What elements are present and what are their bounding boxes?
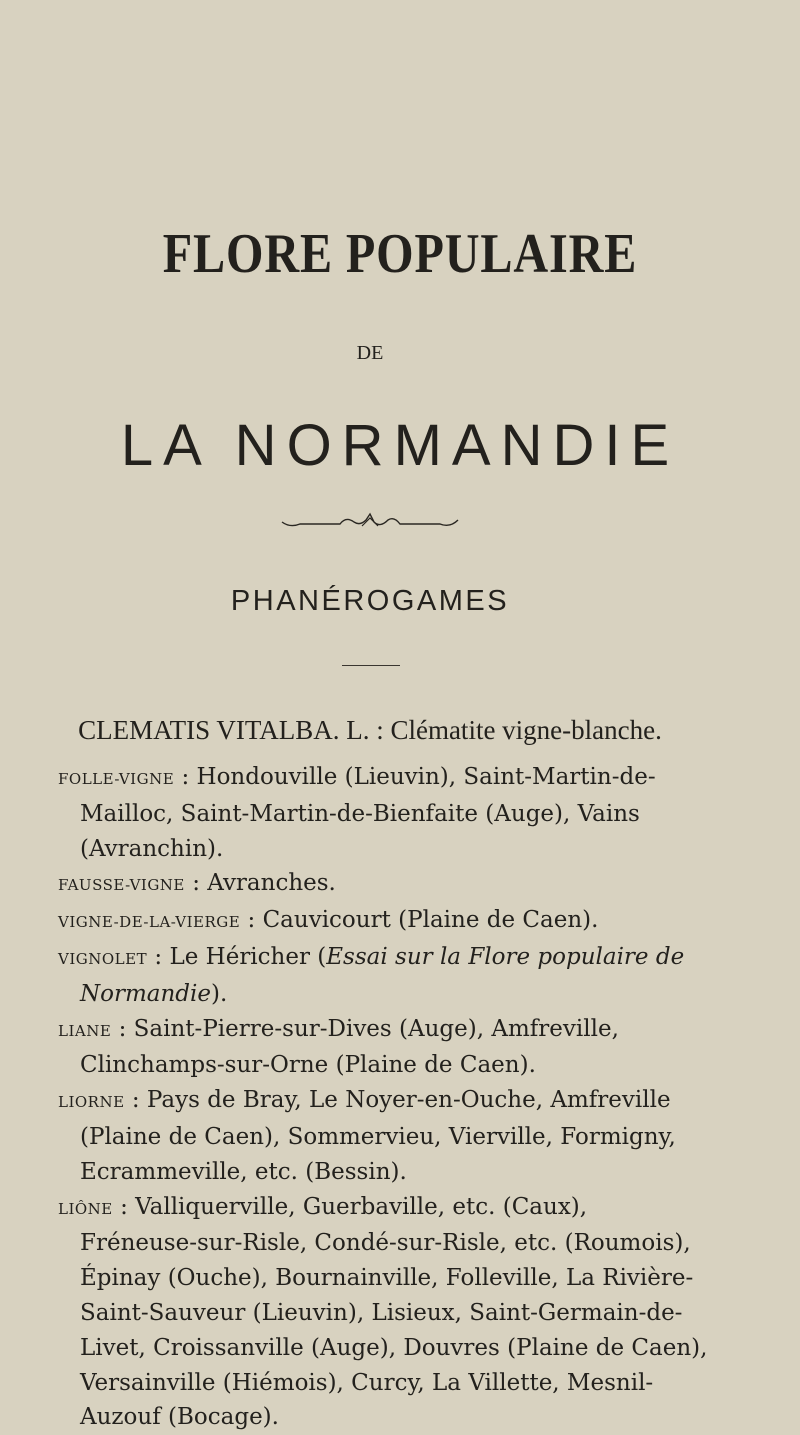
title-connector: DE — [356, 342, 384, 364]
list-item — [58, 866, 708, 903]
vernacular-name: LIANE — [58, 1021, 112, 1040]
entry-tail: ). — [211, 980, 228, 1007]
list-item — [58, 903, 708, 940]
entry-localities: : Pays de Bray, Le Noyer-en-Ouche, Amfreville (Plaine de Caen), Sommervieu, Vierville, Formigny, Ecrammeville, etc. (Bessin). — [80, 1087, 676, 1185]
entry-localities: : Avranches. — [184, 870, 336, 897]
list-item — [58, 1190, 708, 1435]
vernacular-name: FOLLE-VIGNE — [58, 770, 175, 788]
book-title: FLORE POPULAIRE — [162, 223, 638, 285]
section-title: PHANÉROGAMES — [230, 585, 510, 617]
list-item — [58, 1083, 708, 1189]
entry-localities: : Cauvicourt (Plaine de Caen). — [240, 907, 599, 934]
region-title: LA NORMANDIE — [120, 413, 680, 478]
vernacular-name: VIGNE-DE-LA-VIERGE — [58, 913, 241, 932]
section-divider — [342, 665, 400, 666]
vernacular-name: LIORNE — [58, 1093, 125, 1112]
entry-localities: : Valliquerville, Guerbaville, etc. (Caux), Fréneuse-sur-Risle, Condé-sur-Risle, etc. (Roumois), Épinay (Ouche), Bournainville, Folleville, La Rivière-Saint-Sauveur (Lieuvin), Lisieux, Saint-Germain-de-Livet, Croissanville (Auge), Douvres (Plaine de Caen), Versainville (Hiémois), Curcy, La Villette, Mesnil-Auzouf (Bocage). — [80, 1193, 708, 1431]
entry-localities: : Le Héricher ( — [147, 943, 327, 970]
vernacular-name: FAUSSE-VIGNE — [58, 876, 185, 895]
entry-localities: : Hondouville (Lieuvin), Saint-Martin-de-Mailloc, Saint-Martin-de-Bienfaite (Auge), Vains (Avranchin). — [80, 764, 656, 862]
cited-work-title: Essai sur la Flore populaire de Normandie — [80, 943, 685, 1007]
vine-flourish-icon — [280, 512, 460, 534]
list-item — [58, 1012, 708, 1084]
species-heading: CLEMATIS VITALBA. L. : Clématite vigne-blanche. — [78, 715, 662, 745]
vernacular-name: VIGNOLET — [58, 949, 148, 968]
entry-localities: : Saint-Pierre-sur-Dives (Auge), Amfreville, Clinchamps-sur-Orne (Plaine de Caen). — [80, 1015, 619, 1079]
vernacular-name: LIÔNE — [58, 1199, 113, 1218]
list-item — [58, 940, 708, 1012]
entry-list — [58, 760, 708, 1435]
list-item — [58, 760, 708, 866]
